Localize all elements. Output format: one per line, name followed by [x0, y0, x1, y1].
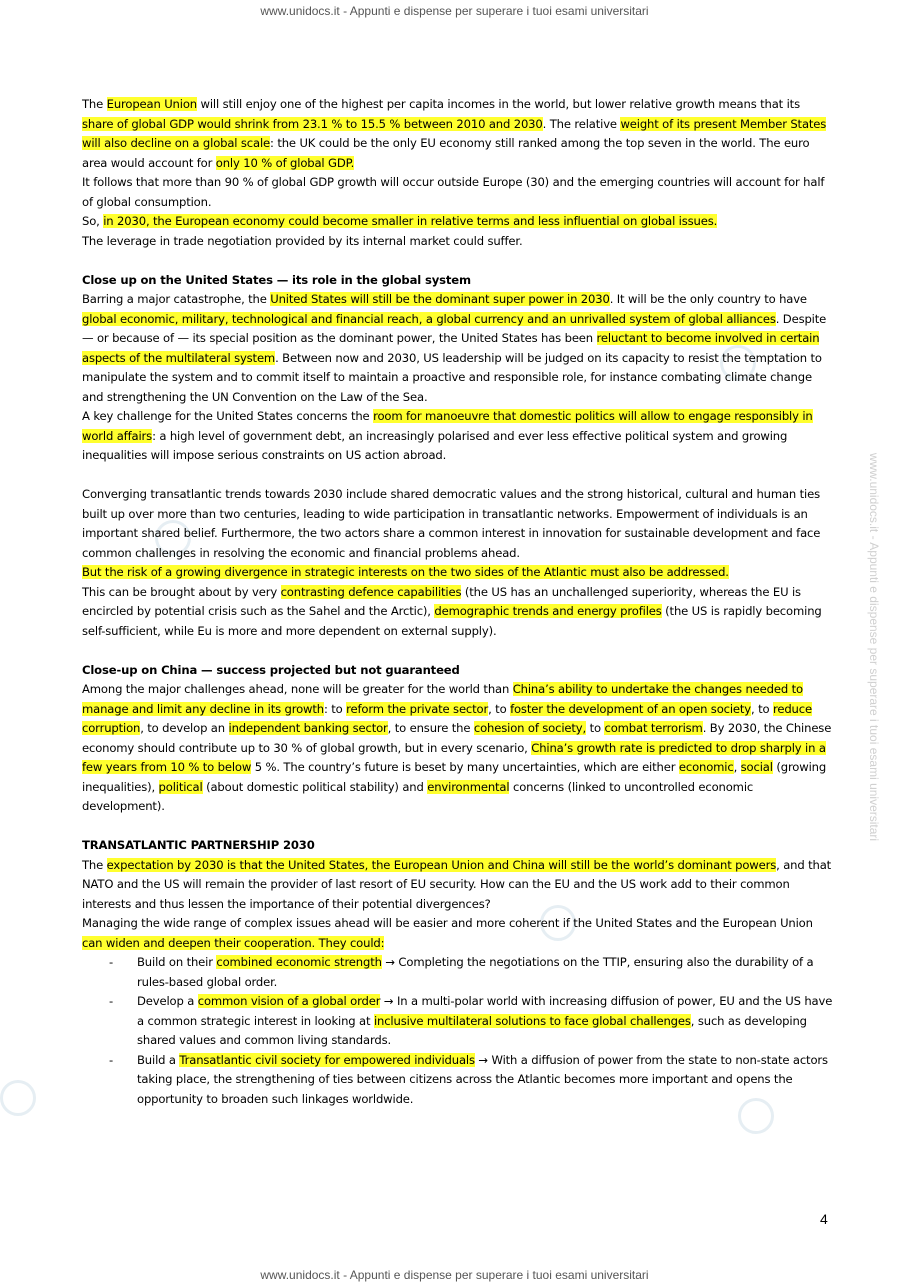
transatlantic-paragraph-1: [82, 485, 834, 563]
text-run: → With a diffusion of power from the state to non-state actors taking place, the strengthening of ties between citizens across the Atlantic becomes more important and opens the opportunity to broaden such linkages worldwide.: [137, 1052, 828, 1106]
text-run: Barring a major catastrophe, the: [82, 292, 271, 306]
side-watermark-right: www.unidocs.it - Appunti e dispense per superare i tuoi esami universitari: [867, 452, 882, 842]
highlighted-text: environmental: [427, 779, 510, 794]
text-run: . It will be the only country to have: [609, 292, 807, 306]
partnership-heading: TRANSATLANTIC PARTNERSHIP 2030: [82, 838, 315, 852]
highlighted-text: foster the development of an open society: [510, 701, 752, 716]
text-run: Managing the wide range of complex issues ahead will be easier and more coherent if the United States and the European Union: [82, 916, 813, 930]
text-run: , and that NATO and the US will remain the provider of last resort of EU security. How can the EU and the US work add to their common interests and thus lessen the importance of their potential divergences?: [82, 857, 832, 911]
us-paragraph-2: [82, 407, 834, 466]
text-run: (the US is rapidly becoming self-sufficient, while Eu is more and more dependent on external supply).: [82, 604, 822, 638]
highlighted-text: inclusive multilateral solutions to face global challenges: [373, 1013, 691, 1028]
text-run: : a high level of government debt, an increasingly polarised and ever less effective political system and growing inequalities will impose serious constraints on US action abroad.: [82, 428, 788, 462]
highlighted-text: share of global GDP would shrink from 23.1 % to 15.5 % between 2010 and 2030: [82, 116, 543, 131]
highlighted-text: European Union: [106, 97, 197, 111]
text-run: , such as developing shared values and common living standards.: [137, 1013, 807, 1047]
highlighted-text: demographic trends and energy profiles: [434, 604, 662, 618]
list-item: [137, 953, 834, 992]
text-run: (about domestic political stability) and: [202, 779, 428, 794]
china-section-heading: Close-up on China — success projected but not guaranteed: [82, 662, 460, 677]
highlighted-text: China’s ability to undertake the changes needed to manage and limit any decline in its growth: [82, 682, 803, 716]
text-run: Build on their: [137, 955, 217, 969]
text-run: The: [82, 97, 107, 111]
text-run: , to develop an: [140, 721, 229, 735]
list-item: [137, 1051, 834, 1110]
highlighted-text: political: [158, 779, 203, 794]
text-run: The: [82, 857, 107, 872]
text-run: Develop a: [137, 994, 198, 1008]
highlighted-text: contrasting defence capabilities: [280, 584, 462, 599]
highlighted-text: United States will still be the dominant super power in 2030: [270, 292, 610, 306]
highlighted-text: cohesion of society,: [473, 721, 587, 735]
highlighted-text: global economic, military, technological and financial reach, a global currency and an unrivalled system of global alliances: [82, 311, 776, 326]
text-run: . By 2030, the Chinese economy should contribute up to 30 % of global growth, but in every scenario,: [82, 721, 832, 755]
text-run: , to ensure the: [387, 721, 474, 735]
text-run: → In a multi-polar world with increasing diffusion of power, EU and the US have a common strategic interest in looking at: [137, 994, 833, 1028]
text-run: , to: [488, 701, 511, 716]
highlighted-text: Transatlantic civil society for empowered individuals: [179, 1052, 475, 1067]
text-run: : to: [323, 701, 347, 716]
highlighted-text: room for manoeuvre that domestic politics will allow to engage responsibly in world affairs: [82, 409, 813, 443]
cooperation-list: [82, 953, 834, 1109]
partnership-paragraph-1: [82, 856, 834, 915]
text-run: The leverage in trade negotiation provided by its internal market could suffer.: [82, 233, 523, 248]
text-run: 5 %. The country’s future is beset by many uncertainties, which are either: [251, 760, 679, 774]
header-watermark[interactable]: www.unidocs.it - Appunti e dispense per superare i tuoi esami universitari: [260, 4, 649, 18]
text-run: So,: [82, 214, 104, 228]
highlighted-text: social: [740, 760, 773, 774]
transatlantic-paragraph-3: [82, 583, 834, 642]
watermark-logo-icon: [0, 1080, 36, 1116]
highlighted-text: combined economic strength: [216, 955, 382, 969]
highlighted-text: expectation by 2030 is that the United States, the European Union and China will still be the world’s dominant powers: [106, 857, 777, 872]
highlighted-text: economic: [678, 760, 734, 774]
text-run: . Despite — or because of — its special position as the dominant power, the United States has been: [82, 311, 827, 345]
highlighted-text: reform the private sector: [346, 701, 489, 716]
eu-paragraph-3: [82, 212, 834, 232]
text-run: Among the major challenges ahead, none will be greater for the world than: [82, 682, 513, 696]
list-item: [137, 992, 834, 1051]
text-run: , to: [751, 701, 773, 716]
text-run: concerns (linked to uncontrolled economic development).: [82, 779, 754, 813]
eu-paragraph-2: [82, 173, 834, 212]
text-run: ,: [733, 760, 741, 774]
partnership-paragraph-2: [82, 914, 834, 953]
text-run: to: [586, 721, 605, 735]
transatlantic-paragraph-2: [82, 563, 834, 583]
us-section-heading: Close up on the United States — its role in the global system: [82, 272, 471, 287]
text-run: Build a: [137, 1052, 180, 1067]
highlighted-text: reluctant to become involved in certain aspects of the multilateral system: [82, 331, 820, 365]
highlighted-text: independent banking sector: [228, 721, 388, 735]
document-body: [82, 95, 834, 1109]
highlighted-text: common vision of a global order: [197, 994, 381, 1008]
text-run: . Between now and 2030, US leadership will be judged on its capacity to resist the temptation to manipulate the system and to commit itself to maintain a proactive and responsible role, for instance combating climate change and strengthening the UN Convention on the Law of the Sea.: [82, 350, 822, 404]
highlighted-text: can widen and deepen their cooperation. They could:: [82, 935, 385, 950]
text-run: A key challenge for the United States concerns the: [82, 409, 374, 423]
eu-paragraph-1: [82, 95, 834, 173]
us-paragraph-1: [82, 290, 834, 407]
highlighted-text: reduce corruption: [82, 701, 812, 735]
text-run: This can be brought about by very: [82, 584, 281, 599]
highlighted-text: China’s growth rate is predicted to drop sharply in a few years from 10 % to below: [82, 740, 826, 774]
text-run: → Completing the negotiations on the TTIP, ensuring also the durability of a rules-based global order.: [137, 955, 814, 989]
text-run: will still enjoy one of the highest per capita incomes in the world, but lower relative growth means that its: [196, 97, 800, 111]
highlighted-text: in 2030, the European economy could become smaller in relative terms and less influential on global issues.: [103, 214, 718, 228]
highlighted-text: But the risk of a growing divergence in strategic interests on the two sides of the Atlantic must also be addressed.: [82, 565, 729, 579]
text-run: . The relative: [542, 116, 621, 131]
text-run: It follows that more than 90 % of global GDP growth will occur outside Europe (30) and the emerging countries will account for half of global consumption.: [82, 175, 825, 209]
text-run: (the US has an unchallenged superiority, whereas the EU is encircled by potential crisis such as the Sahel and the Arctic),: [82, 584, 801, 618]
highlighted-text: combat terrorism: [604, 721, 703, 735]
text-run: : the UK could be the only EU economy still ranked among the top seven in the world. The euro area would account for: [82, 136, 810, 170]
footer-watermark[interactable]: www.unidocs.it - Appunti e dispense per superare i tuoi esami universitari: [260, 1268, 649, 1282]
china-paragraph-1: [82, 680, 834, 817]
highlighted-text: weight of its present Member States will also decline on a global scale: [82, 116, 827, 150]
highlighted-text: only 10 % of global GDP.: [215, 155, 355, 170]
eu-paragraph-4: [82, 232, 834, 252]
text-run: Converging transatlantic trends towards 2030 include shared democratic values and the strong historical, cultural and human ties built up over more than two centuries, leading to wide participation in transatlantic networks. Empowerment of individuals is an important shared belief. Furthermore, the two actors share a common interest in innovation for sustainable development and face common challenges in resolving the economic and financial problems ahead.: [82, 487, 821, 560]
text-run: (growing inequalities),: [82, 760, 827, 794]
page-number: 4: [820, 1211, 828, 1227]
